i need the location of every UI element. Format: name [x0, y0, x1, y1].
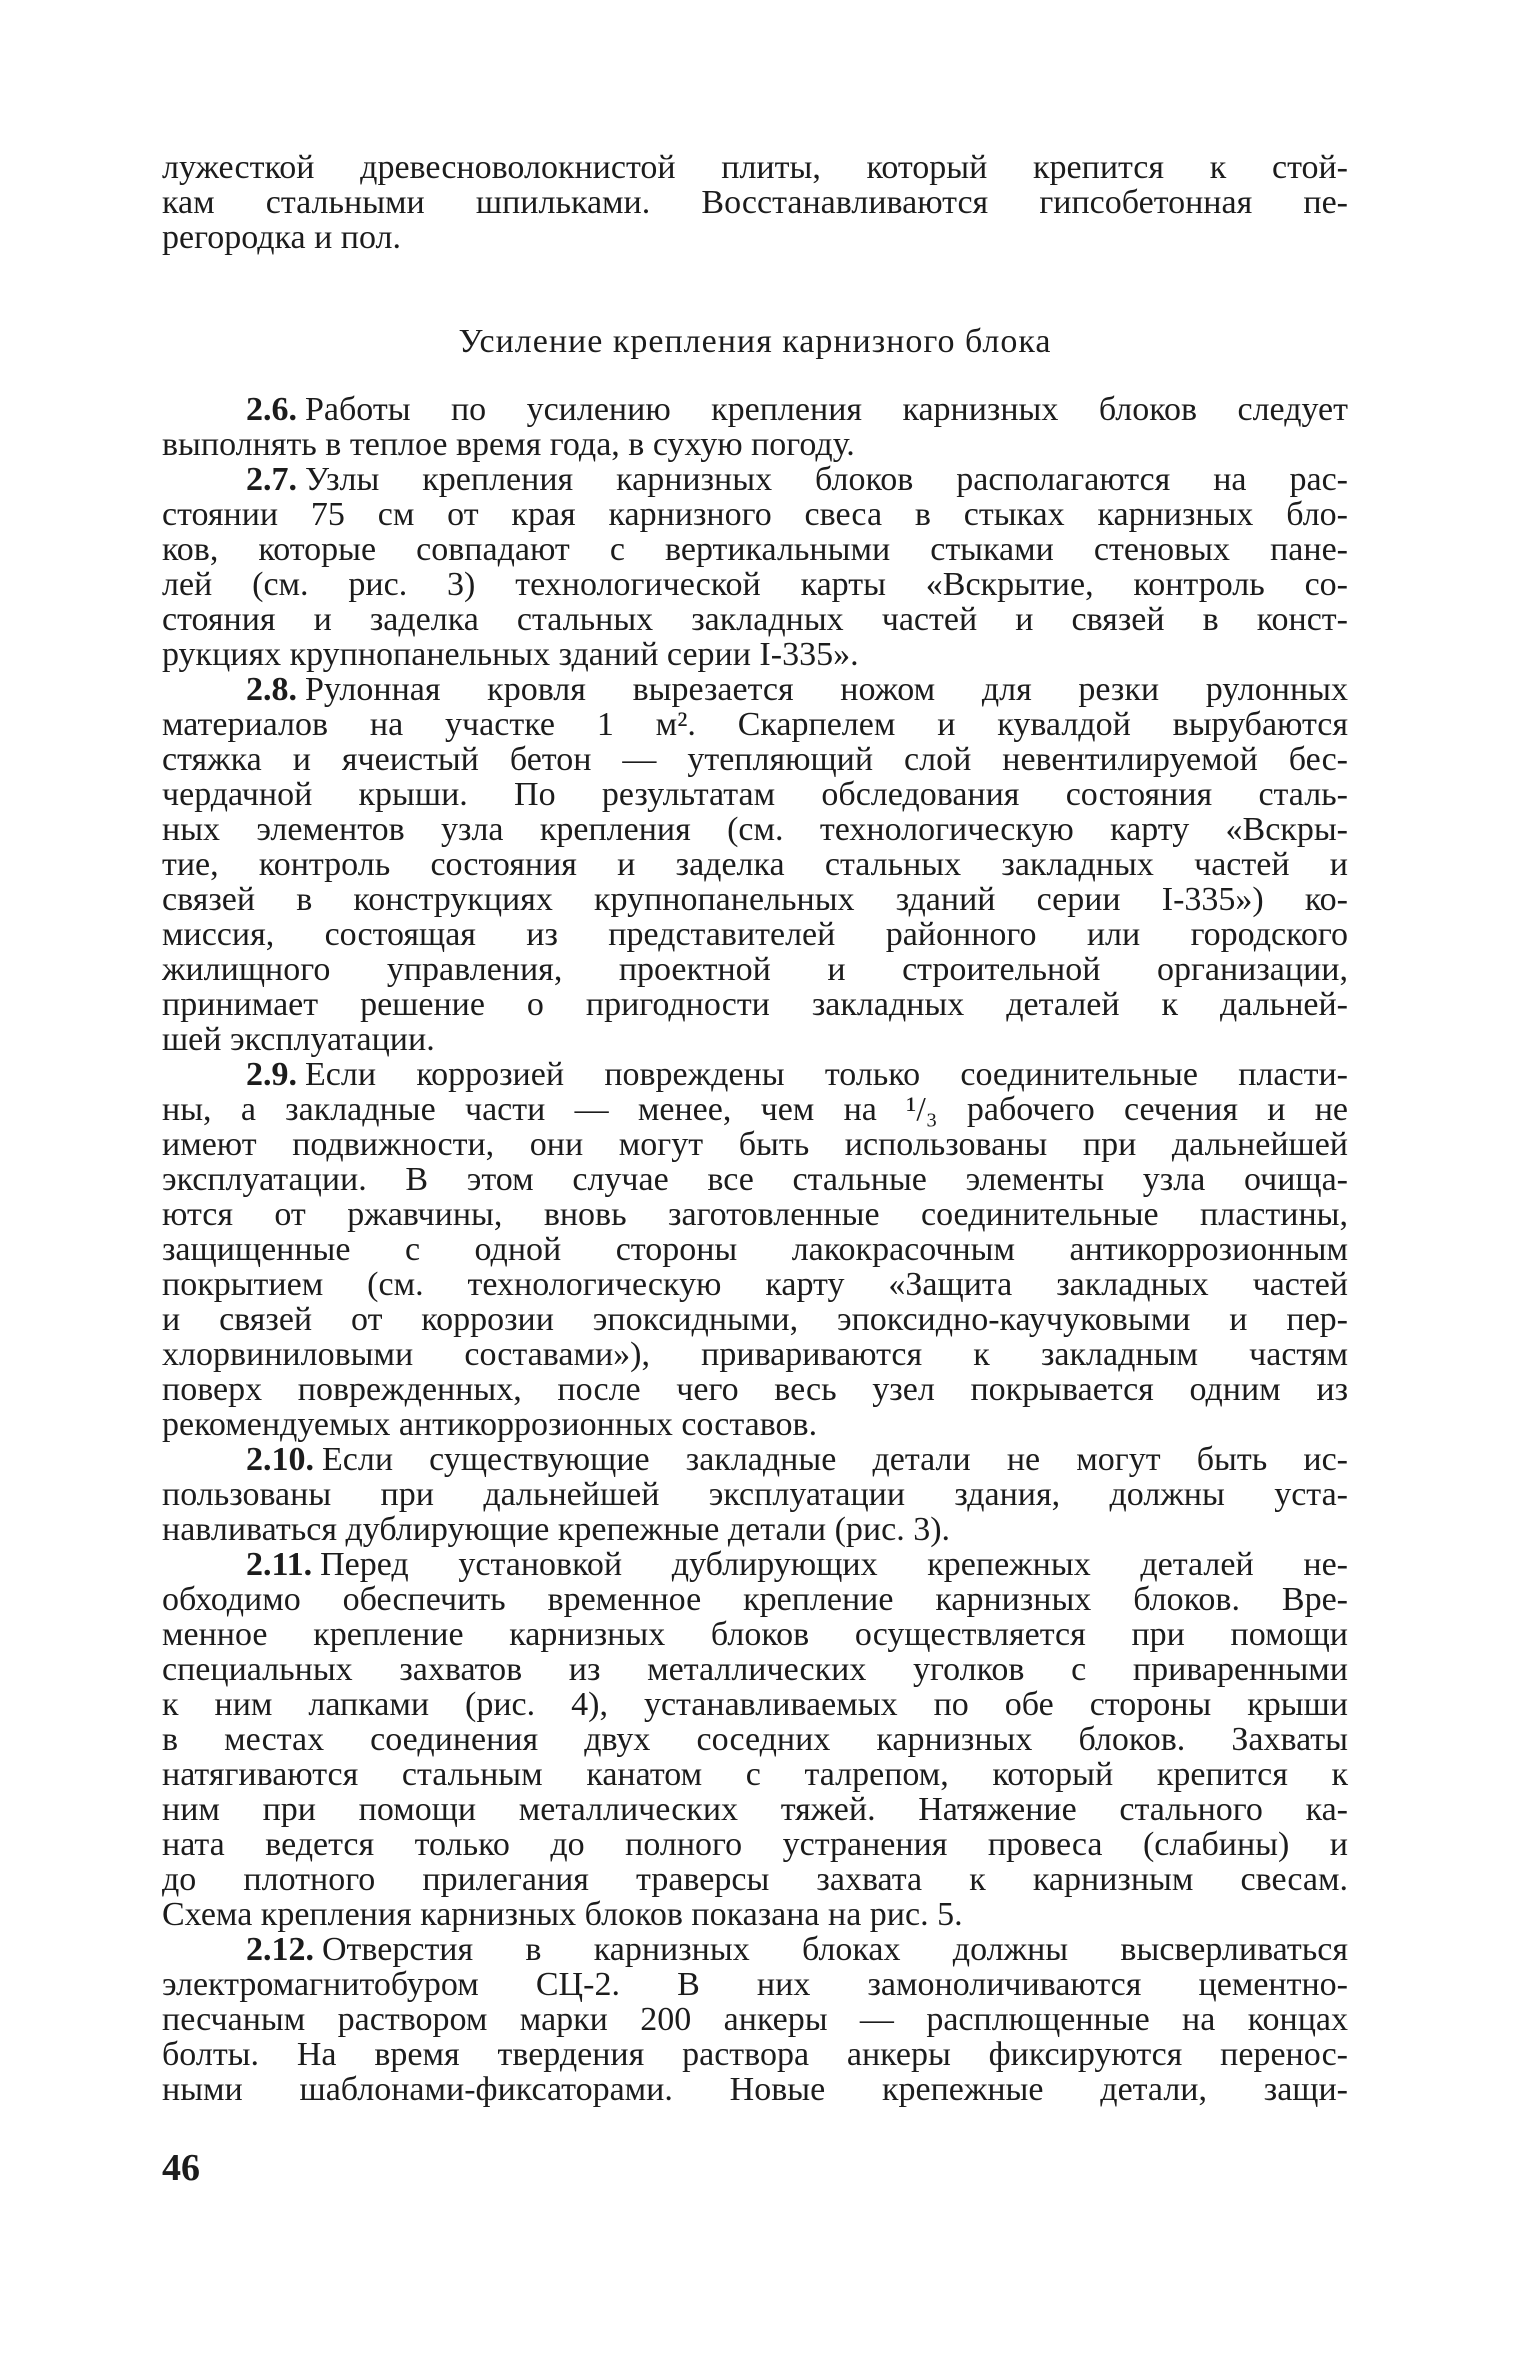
line-text: Если коррозией повреждены только соединительные пласти- — [305, 1056, 1348, 1093]
line-text: Рулонная кровля вырезается ножом для резки рулонных — [305, 671, 1348, 708]
text-line: связей в конструкциях крупнопанельных зданий серии I-335») ко- — [162, 881, 1348, 918]
text-line: болты. На время твердения раствора анкеры фиксируются перенос- — [162, 2036, 1348, 2073]
text-line — [162, 1547, 1348, 1582]
text-line: шей эксплуатации. — [162, 1021, 435, 1058]
paragraph-number: 2.12. — [246, 1931, 314, 1968]
text-line: ных элементов узла крепления (см. технологическую карту «Вскры- — [162, 811, 1348, 848]
text-line: покрытием (см. технологическую карту «Защита закладных частей — [162, 1266, 1348, 1303]
text-line: песчаным раствором марки 200 анкеры — расплющенные на концах — [162, 2001, 1348, 2038]
text-line: стоянии 75 см от края карнизного свеса в стыках карнизных бло- — [162, 496, 1348, 533]
text-line: стояния и заделка стальных закладных частей и связей в конст- — [162, 601, 1348, 638]
text-line: поверх поврежденных, после чего весь узел покрывается одним из — [162, 1371, 1348, 1408]
text-line: специальных захватов из металлических уголков с приваренными — [162, 1651, 1348, 1688]
paragraph-2-9 — [162, 1057, 1348, 1442]
paragraph-number: 2.9. — [246, 1056, 297, 1093]
text-line: регородка и пол. — [162, 219, 402, 256]
paragraph-number: 2.6. — [246, 391, 297, 428]
text-line — [162, 1932, 1348, 1967]
paragraph-2-8 — [162, 672, 1348, 1057]
text-line — [162, 1057, 1348, 1092]
text-line: кам стальными шпильками. Восстанавливаются гипсобетонная пе- — [162, 184, 1348, 221]
text-line: ются от ржавчины, вновь заготовленные соединительные пластины, — [162, 1196, 1348, 1233]
text-line: миссия, состоящая из представителей районного или городского — [162, 916, 1348, 953]
text-line — [162, 1442, 1348, 1477]
text-line: натягиваются стальным канатом с талрепом, который крепится к — [162, 1756, 1348, 1793]
text-line: рекомендуемых антикоррозионных составов. — [162, 1406, 818, 1443]
text-line: стяжка и ячеистый бетон — утепляющий слой невентилируемой бес- — [162, 741, 1348, 778]
text-line: материалов на участке 1 м². Скарпелем и кувалдой вырубаются — [162, 706, 1348, 743]
line-text: Узлы крепления карнизных блоков располагаются на рас- — [305, 461, 1348, 498]
paragraph-number: 2.10. — [246, 1441, 314, 1478]
text-line: тие, контроль состояния и заделка стальных закладных частей и — [162, 846, 1348, 883]
text-line: ными шаблонами-фиксаторами. Новые крепежные детали, защи- — [162, 2071, 1348, 2108]
text-line: ната ведется только до полного устранения провеса (слабины) и — [162, 1826, 1348, 1863]
text-line: рукциях крупнопанельных зданий серии I-335». — [162, 636, 859, 673]
text-line: принимает решение о пригодности закладных деталей к дальней- — [162, 986, 1348, 1023]
paragraph-2-6 — [162, 392, 1348, 462]
text-line: и связей от коррозии эпоксидными, эпоксидно-каучуковыми и пер- — [162, 1301, 1348, 1338]
text-line: эксплуатации. В этом случае все стальные элементы узла очища- — [162, 1161, 1348, 1198]
line-text: Перед установкой дублирующих крепежных деталей не- — [320, 1546, 1348, 1583]
text-line: к ним лапками (рис. 4), устанавливаемых по обе стороны крыши — [162, 1686, 1348, 1723]
text-line: ны, а закладные части — менее, чем на ¹/₃ рабочего сечения и не — [162, 1091, 1348, 1128]
paragraph-number: 2.8. — [246, 671, 297, 708]
page-number: 46 — [162, 2147, 200, 2189]
line-text: Если существующие закладные детали не могут быть ис- — [322, 1441, 1348, 1478]
text-line: хлорвиниловыми составами»), привариваются к закладным частям — [162, 1336, 1348, 1373]
text-line: электромагнитобуром СЦ-2. В них замоноличиваются цементно- — [162, 1966, 1348, 2003]
intro-paragraph — [162, 150, 1348, 255]
text-line: Схема крепления карнизных блоков показана на рис. 5. — [162, 1896, 963, 1933]
paragraph-2-12 — [162, 1932, 1348, 2107]
text-line: лей (см. рис. 3) технологической карты «Вскрытие, контроль со- — [162, 566, 1348, 603]
text-line: пользованы при дальнейшей эксплуатации здания, должны уста- — [162, 1476, 1348, 1513]
text-line: чердачной крыши. По результатам обследования состояния сталь- — [162, 776, 1348, 813]
line-text: Работы по усилению крепления карнизных блоков следует — [305, 391, 1348, 428]
text-line: навливаться дублирующие крепежные детали (рис. 3). — [162, 1511, 951, 1548]
paragraph-number: 2.7. — [246, 461, 297, 498]
text-line: в местах соединения двух соседних карнизных блоков. Захваты — [162, 1721, 1348, 1758]
text-line: защищенные с одной стороны лакокрасочным антикоррозионным — [162, 1231, 1348, 1268]
paragraph-2-7 — [162, 462, 1348, 672]
text-line — [162, 462, 1348, 497]
text-line — [162, 672, 1348, 707]
text-line: выполнять в теплое время года, в сухую погоду. — [162, 426, 855, 463]
line-text: Отверстия в карнизных блоках должны высверливаться — [322, 1931, 1348, 1968]
text-line: ним при помощи металлических тяжей. Натяжение стального ка- — [162, 1791, 1348, 1828]
text-line: менное крепление карнизных блоков осуществляется при помощи — [162, 1616, 1348, 1653]
section-heading: Усиление крепления карнизного блока — [458, 323, 1052, 360]
paragraph-2-10 — [162, 1442, 1348, 1547]
text-line: лужесткой древесноволокнистой плиты, который крепится к стой- — [162, 149, 1348, 186]
text-line: жилищного управления, проектной и строительной организации, — [162, 951, 1348, 988]
text-line — [162, 392, 1348, 427]
paragraph-number: 2.11. — [246, 1546, 313, 1583]
paragraph-2-11 — [162, 1547, 1348, 1932]
body-text — [162, 392, 1348, 2107]
text-line: имеют подвижности, они могут быть использованы при дальнейшей — [162, 1126, 1348, 1163]
text-line: обходимо обеспечить временное крепление карнизных блоков. Вре- — [162, 1581, 1348, 1618]
text-line: до плотного прилегания траверсы захвата к карнизным свесам. — [162, 1861, 1348, 1898]
text-line: ков, которые совпадают с вертикальными стыками стеновых пане- — [162, 531, 1348, 568]
